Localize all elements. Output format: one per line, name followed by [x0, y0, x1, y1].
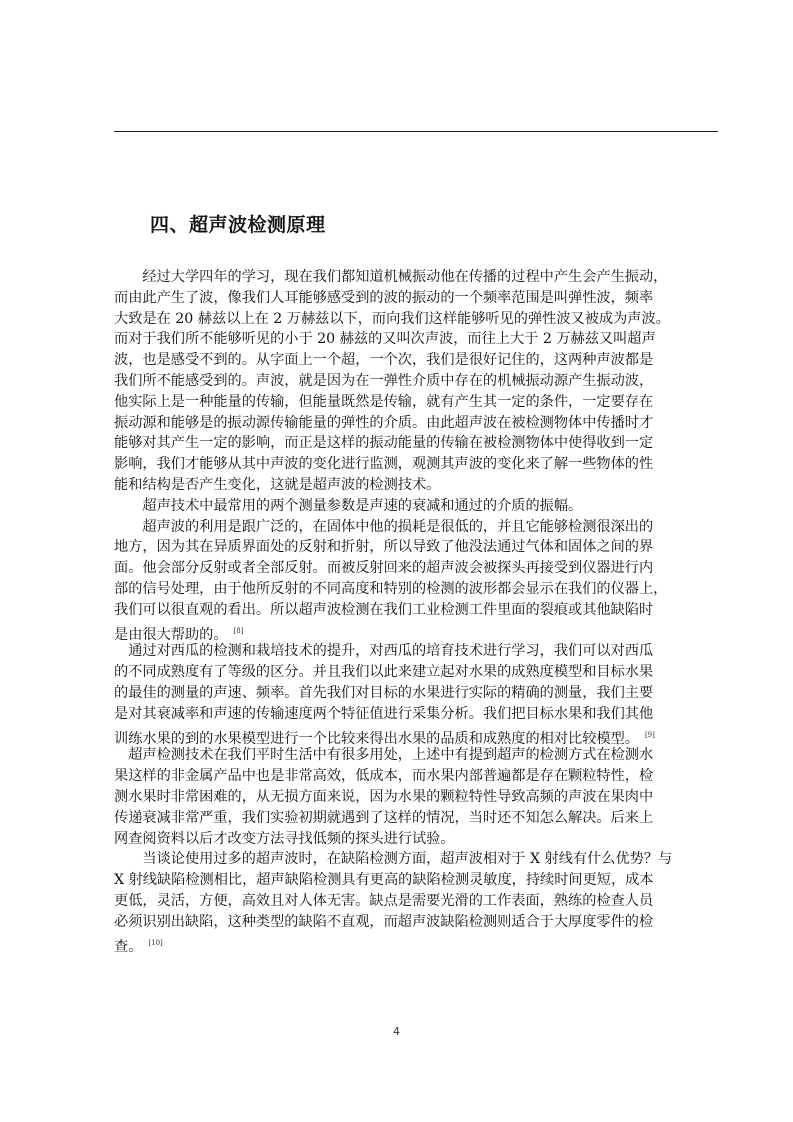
text-line [114, 371, 718, 392]
text-line [114, 475, 718, 496]
text-line [114, 558, 718, 579]
text-line [114, 849, 718, 870]
line-text: 能够对其产生一定的影响，而正是这样的振动能量的传输在被检测物体中使得收到一定 [114, 435, 654, 452]
line-text: 地方，因为其在异质界面处的反射和折射，所以导致了他没法通过气体和固体之间的界 [114, 539, 654, 556]
text-line [114, 579, 718, 600]
section-heading: 四、超声波检测原理 [150, 214, 326, 236]
text-line [114, 537, 718, 558]
line-text: 的不同成熟度有了等级的区分。并且我们以此来建立起对水果的成熟度模型和目标水果 [114, 664, 654, 681]
text-line [114, 683, 718, 704]
text-line [114, 891, 718, 912]
line-text: 的最佳的测量的声速、频率。首先我们对目标的水果进行实际的精确的测量，我们主要 [114, 684, 654, 701]
text-line [114, 933, 718, 954]
text-line [114, 350, 718, 371]
line-text: 测水果时非常困难的，从无损方面来说，因为水果的颗粒特性导致高频的声波在果肉中 [114, 788, 654, 805]
line-text: 超声检测技术在我们平时生活中有很多用处，上述中有提到超声的检测方式在检测水 [114, 747, 654, 764]
text-line [114, 329, 718, 350]
line-text: 他实际上是一种能量的传输，但能量既然是传输，就有产生其一定的条件，一定要存在 [114, 393, 654, 410]
line-text: X 射线缺陷检测相比，超声缺陷检测具有更高的缺陷检测灵敏度，持续时间更短，成本 [114, 872, 654, 889]
citation-ref: [10] [148, 938, 163, 947]
line-text: 面。他会部分反射或者全部反射。而被反射回来的超声波会被探头再接受到仪器进行内 [114, 560, 654, 577]
line-text: 超声技术中最常用的两个测量参数是声速的衰减和通过的介质的振幅。 [114, 497, 583, 514]
citation-ref: [9] [644, 730, 655, 739]
line-text: 超声波的利用是跟广泛的，在固体中他的损耗是很低的，并且它能够检测很深出的 [114, 518, 654, 535]
text-line [114, 433, 718, 454]
line-text: 而对于我们所不能够听见的小于 20 赫兹的又叫次声波，而往上大于 2 万赫兹又叫超声 [114, 331, 656, 348]
text-line [114, 766, 718, 787]
line-text: 果这样的非金属产品中也是非常高效，低成本，而水果内部普遍都是存在颗粒特性，检 [114, 768, 654, 785]
text-line [114, 288, 718, 309]
text-line [114, 600, 718, 621]
header-rule [114, 131, 718, 132]
page-number: 4 [393, 1025, 400, 1038]
line-text: 训练水果的到的水果模型进行一个比较来得出水果的品质和成熟度的相对比较模型。 [114, 730, 639, 746]
text-line [114, 621, 718, 642]
line-text: 必须识别出缺陷，这种类型的缺陷不直观，而超声波缺陷检测则适合于大厚度零件的检 [114, 913, 654, 930]
text-line [114, 454, 718, 475]
text-line [114, 641, 718, 662]
text-line [114, 267, 718, 288]
line-text: 大致是在 20 赫兹以上在 2 万赫兹以下，而向我们这样能够听见的弹性波又被成为声波。 [114, 310, 670, 327]
text-line [114, 870, 718, 891]
line-text: 查。 [114, 938, 143, 954]
line-text: 更低，灵活，方便，高效且对人体无害。缺点是需要光滑的工作表面，熟练的检查人员 [114, 892, 654, 909]
line-text: 而由此产生了波，像我们人耳能够感受到的波的振动的一个频率范围是叫弹性波，频率 [114, 289, 654, 306]
line-text: 通过对西瓜的检测和栽培技术的提升，对西瓜的培育技术进行学习，我们可以对西瓜 [114, 643, 654, 660]
text-line [114, 309, 718, 330]
line-text: 振动源和能够是的振动源传输能量的弹性的介质。由此超声波在被检测物体中传播时才 [114, 414, 654, 431]
line-text: 我们所不能感受到的。声波，就是因为在一弹性介质中存在的机械振动源产生振动波， [114, 372, 654, 389]
text-line [114, 704, 718, 725]
line-text: 是对其衰减率和声速的传输速度两个特征值进行采集分析。我们把目标水果和我们其他 [114, 705, 654, 722]
text-line [114, 725, 718, 746]
text-line [114, 787, 718, 808]
line-text: 部的信号处理，由于他所反射的不同高度和特别的检测的波形都会显示在我们的仪器上， [114, 580, 668, 597]
line-text: 是由很大帮助的。 [114, 626, 228, 642]
text-line [114, 392, 718, 413]
text-line [114, 912, 718, 933]
line-text: 波，也是感受不到的。从字面上一个超，一个次，我们是很好记住的，这两种声波都是 [114, 352, 654, 369]
text-line [114, 413, 718, 434]
line-text: 影响，我们才能够从其中声波的变化进行监测，观测其声波的变化来了解一些物体的性 [114, 456, 654, 473]
line-text: 当谈论使用过多的超声波时，在缺陷检测方面，超声波相对于 X 射线有什么优势？与 [114, 851, 673, 868]
text-line [114, 662, 718, 683]
text-line [114, 829, 718, 850]
text-line [114, 496, 718, 517]
line-text: 我们可以很直观的看出。所以超声波检测在我们工业检测工件里面的裂痕或其他缺陷时 [114, 601, 654, 618]
line-text: 网查阅资料以后才改变方法寻找低频的探头进行试验。 [114, 830, 455, 847]
body-text [114, 267, 718, 953]
text-line [114, 745, 718, 766]
line-text: 能和结构是否产生变化，这就是超声波的检测技术。 [114, 476, 441, 493]
text-line [114, 808, 718, 829]
text-line [114, 517, 718, 538]
citation-ref: [8] [233, 626, 244, 635]
line-text: 经过大学四年的学习，现在我们都知道机械振动他在传播的过程中产生会产生振动， [114, 269, 668, 285]
line-text: 传递衰减非常严重，我们实验初期就遇到了这样的情况，当时还不知怎么解决。后来上 [114, 809, 654, 826]
